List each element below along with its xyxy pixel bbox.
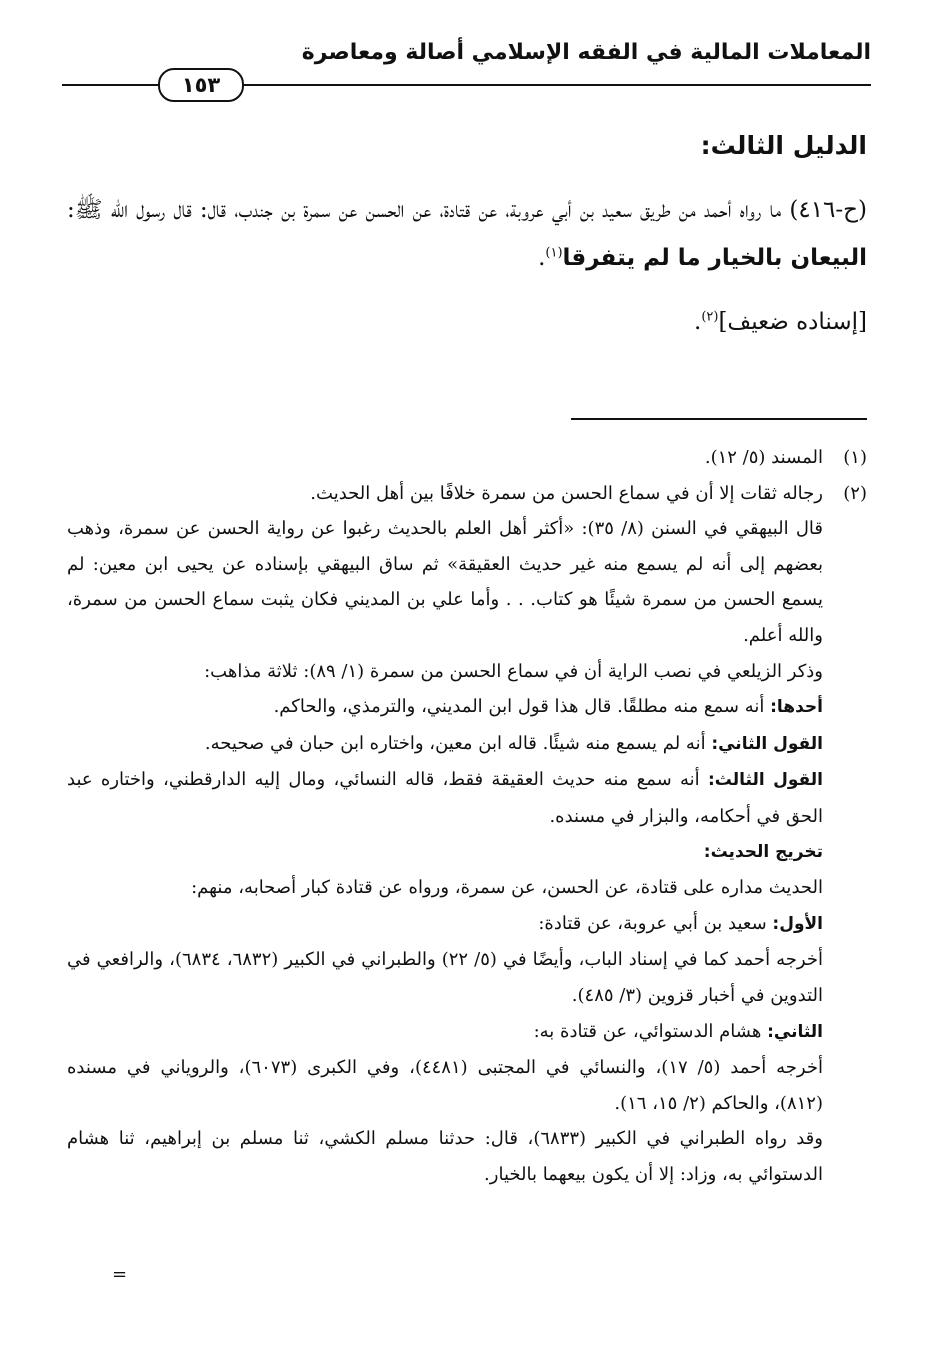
footnote-ref-1[interactable]: (١): [545, 245, 563, 261]
second-takhrij: أخرجه أحمد (٥/ ١٧)، والنسائي في المجتبى (٤٤٨١)، وفي الكبرى (٦٠٧٣)، والروياني في مسنده (٨١٢)، والحاكم (٢/ ١٥، ١٦).: [67, 1057, 823, 1114]
opinion-3-lead: القول الثالث:: [707, 770, 823, 791]
grade-end: .: [694, 309, 702, 335]
footnotes: [67, 440, 867, 1192]
continuation-mark: =: [112, 1264, 128, 1285]
grade-text: [إسناده ضعيف]: [718, 309, 867, 335]
opinion-2-text: أنه لم يسمع منه شيئًا. قاله ابن معين، واختاره ابن حبان في صحيحه.: [204, 732, 706, 754]
footnote-2: [67, 476, 867, 512]
footnote-1: [67, 440, 867, 476]
second-narrator: [67, 1014, 867, 1051]
opinion-2: [67, 726, 867, 763]
bayhaqi-paragraph: قال البيهقي في السنن (٨/ ٣٥): «أكثر أهل العلم بالحديث رغبوا عن رواية الحسن عن سمرة، وذهب بعضهم إلى أنه لم يسمع منه غير حديث العقيقة» ثم ساق البيهقي بإسناده عن يحيى ابن معين: لم يسمع الحسن من سمرة شيئًا هو كتاب. . . وأما علي بن المديني فكان يثبت سماع الحسن من سمرة، والله أعلم.: [67, 518, 823, 646]
first-narrator-text: سعيد بن أبي عروبة، عن قتادة:: [538, 912, 767, 934]
opinion-1: [67, 689, 867, 726]
opinion-1-text: أنه سمع منه مطلقًا. قال هذا قول ابن المديني، والترمذي، والحاكم.: [273, 696, 765, 718]
tabarani-paragraph: وقد رواه الطبراني في الكبير (٦٨٣٣)، قال: حدثنا مسلم الكشي، ثنا مسلم بن إبراهيم، ثنا هشام الدستوائي به، وزاد: إلا أن يكون بيعهما بالخيار.: [67, 1128, 823, 1185]
hadith-paragraph: [67, 186, 867, 282]
footnote-ref-2[interactable]: (٢): [701, 309, 719, 325]
opinion-1-lead: أحدها:: [770, 697, 823, 718]
first-takhrij: أخرجه أحمد كما في إسناد الباب، وأيضًا في (٥/ ٢٢) والطبراني في الكبير (٦٨٣٢، ٦٨٣٤)، والرافعي في التدوين في أخبار قزوين (٣/ ٤٨٥).: [67, 949, 823, 1006]
running-header-title: المعاملات المالية في الفقه الإسلامي أصالة ومعاصرة: [301, 40, 871, 65]
hadith-text: البيعان بالخيار ما لم يتفرقا: [562, 245, 867, 271]
opinion-2-lead: القول الثاني:: [711, 733, 823, 754]
footnote-separator: [571, 418, 867, 420]
footnote-1-text: المسند (٥/ ١٢).: [704, 447, 823, 468]
main-text: [67, 126, 867, 346]
page-number-badge: ١٥٣: [158, 68, 244, 102]
first-narrator: [67, 906, 867, 943]
section-title: الدليل الثالث:: [700, 131, 867, 160]
footnote-2-text: رجاله ثقات إلا أن في سماع الحسن من سمرة خلافًا بين أهل الحديث.: [310, 482, 823, 504]
opinion-3-text: أنه سمع منه حديث العقيقة فقط، قاله النسائي، ومال إليه الدارقطني، واختاره عبد الحق في أحكامه، والبزار في مسنده.: [67, 769, 823, 827]
first-narrator-lead: الأول:: [772, 913, 823, 934]
takhrij-intro: الحديث مداره على قتادة، عن الحسن، عن سمرة، ورواه عن قتادة كبار أصحابه، منهم:: [191, 877, 823, 899]
opinion-3: [67, 762, 867, 834]
footnote-2-number: (٢): [843, 482, 867, 504]
second-narrator-lead: الثاني:: [767, 1021, 823, 1042]
hadith-chain: (ح-٤١٦) ما رواه أحمد من طريق سعيد بن أبي عروبة، عن قتادة، عن الحسن عن سمرة بن جندب، قال: قال رسول الله ﷺ:: [67, 197, 867, 223]
footnote-1-number: (١): [843, 447, 867, 468]
zaylai-paragraph: وذكر الزيلعي في نصب الراية أن في سماع الحسن من سمرة (١/ ٨٩): ثلاثة مذاهب:: [204, 660, 823, 682]
takhrij-title: تخريج الحديث:: [703, 841, 823, 862]
second-narrator-text: هشام الدستوائي، عن قتادة به:: [533, 1020, 762, 1042]
hadith-end: .: [538, 245, 546, 271]
grade-paragraph: [67, 298, 867, 346]
